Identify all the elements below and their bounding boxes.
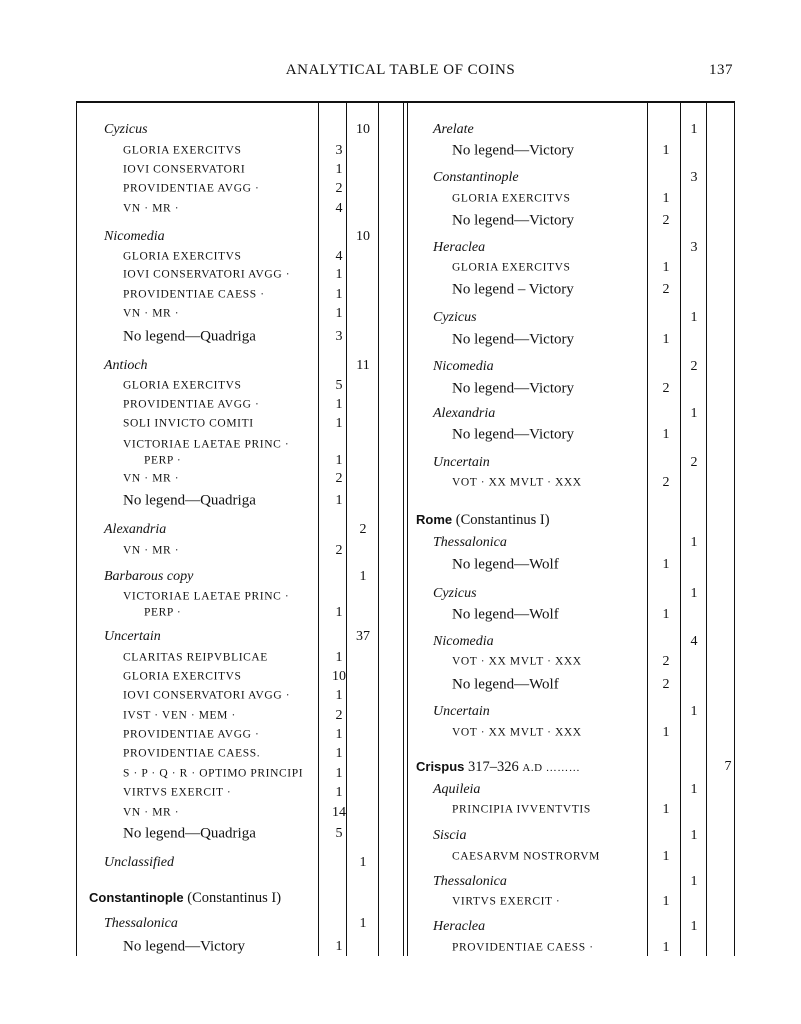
mint-total: 10 <box>356 122 370 137</box>
mint-name: Aquileia <box>433 782 481 797</box>
coin-count: 1 <box>335 453 343 468</box>
mint-total: 11 <box>356 358 370 373</box>
center-rule-a <box>403 101 404 956</box>
coin-legend: PROVIDENTIAE CAESS. <box>123 747 261 760</box>
coin-count: 2 <box>662 677 670 692</box>
coin-count: 2 <box>335 708 343 723</box>
coin-count: 1 <box>662 557 670 572</box>
coin-count: 1 <box>335 306 343 321</box>
coin-count: 1 <box>662 260 670 275</box>
coin-type: No legend—Wolf <box>452 676 559 693</box>
mint-total: 1 <box>359 855 367 870</box>
coin-legend: GLORIA EXERCITVS <box>123 670 242 683</box>
coin-count: 2 <box>662 475 670 490</box>
mint-total: 1 <box>359 569 367 584</box>
coin-legend: PROVIDENTIAE CAESS · <box>123 288 265 301</box>
coin-legend: CLARITAS REIPVBLICAE <box>123 651 268 664</box>
section-name: Rome <box>416 511 453 527</box>
coin-legend: PRINCIPIA IVVENTVTIS <box>452 803 591 816</box>
coin-type: No legend—Wolf <box>452 606 559 623</box>
coin-type: No legend—Quadriga <box>123 825 256 842</box>
coin-count: 1 <box>335 727 343 742</box>
coin-legend: VOT · XX MVLT · XXX <box>452 476 582 489</box>
coin-legend: PERP · <box>144 606 182 619</box>
right-edge-rule <box>706 101 707 956</box>
section-heading <box>416 513 550 528</box>
coin-legend: VN · MR · <box>123 307 180 320</box>
section-name: Constantinople <box>89 889 184 905</box>
coin-count: 1 <box>662 725 670 740</box>
mint-name: Arelate <box>433 122 474 137</box>
coin-legend: VN · MR · <box>123 806 180 819</box>
center-rule-b <box>407 101 408 956</box>
coin-count: 1 <box>335 766 343 781</box>
mint-name: Alexandria <box>104 522 167 537</box>
mint-name: Uncertain <box>104 629 161 644</box>
mint-name: Alexandria <box>433 406 496 421</box>
mint-total: 4 <box>690 634 698 649</box>
mint-name: Cyzicus <box>104 122 148 137</box>
table-top-rule <box>76 101 735 103</box>
mint-name: Uncertain <box>433 704 490 719</box>
coin-count: 1 <box>335 785 343 800</box>
mint-total: 1 <box>359 916 367 931</box>
right-total-rule <box>680 101 681 956</box>
coin-legend: VIRTVS EXERCIT · <box>123 786 232 799</box>
coin-count: 10 <box>332 669 346 684</box>
coin-count: 2 <box>335 543 343 558</box>
mint-total: 1 <box>690 704 698 719</box>
table-left-rule <box>76 101 77 956</box>
coin-count: 2 <box>335 181 343 196</box>
coin-count: 1 <box>662 849 670 864</box>
coin-legend: VICTORIAE LAETAE PRINC · <box>123 590 290 603</box>
coin-type: No legend—Quadriga <box>123 328 256 345</box>
coin-count: 1 <box>335 287 343 302</box>
coin-legend: VIRTVS EXERCIT · <box>452 895 561 908</box>
coin-count: 1 <box>335 650 343 665</box>
coin-legend: PROVIDENTIAE AVGG · <box>123 182 260 195</box>
coin-type: No legend—Victory <box>452 212 574 229</box>
coin-count: 1 <box>662 427 670 442</box>
coin-legend: VN · MR · <box>123 202 180 215</box>
page-title: ANALYTICAL TABLE OF COINS <box>285 62 516 78</box>
coin-count: 1 <box>335 397 343 412</box>
coin-legend: GLORIA EXERCITVS <box>123 379 242 392</box>
mint-total: 3 <box>690 240 698 255</box>
section-subtitle: (Constantinus I) <box>455 511 550 528</box>
page-number: 137 <box>709 62 733 78</box>
coin-legend: GLORIA EXERCITVS <box>123 250 242 263</box>
mint-total: 37 <box>356 629 370 644</box>
coin-legend: VOT · XX MVLT · XXX <box>452 655 582 668</box>
left-edge-rule <box>378 101 379 956</box>
coin-count: 1 <box>662 191 670 206</box>
coin-type: No legend—Quadriga <box>123 492 256 509</box>
coin-legend: GLORIA EXERCITVS <box>452 261 571 274</box>
mint-total: 1 <box>690 406 698 421</box>
coin-legend: IOVI CONSERVATORI <box>123 163 246 176</box>
coin-legend: PROVIDENTIAE CAESS · <box>452 941 594 954</box>
section-heading <box>416 760 580 775</box>
coin-legend: PROVIDENTIAE AVGG · <box>123 728 260 741</box>
coin-count: 1 <box>662 607 670 622</box>
coin-count: 1 <box>335 746 343 761</box>
mint-total: 2 <box>690 359 698 374</box>
mint-total: 1 <box>690 782 698 797</box>
mint-name: Unclassified <box>104 855 174 870</box>
coin-legend: SOLI INVICTO COMITI <box>123 417 254 430</box>
coin-count: 1 <box>662 143 670 158</box>
coin-count: 5 <box>335 378 343 393</box>
coin-count: 2 <box>662 381 670 396</box>
coin-legend: PROVIDENTIAE AVGG · <box>123 398 260 411</box>
coin-count: 1 <box>662 894 670 909</box>
coin-legend: PERP · <box>144 454 182 467</box>
section-subtitle: 317–326 <box>468 758 519 775</box>
grand-total: 7 <box>724 759 732 774</box>
mint-total: 1 <box>690 310 698 325</box>
coin-count: 4 <box>335 249 343 264</box>
mint-name: Barbarous copy <box>104 569 194 584</box>
mint-total: 1 <box>690 586 698 601</box>
mint-total: 10 <box>356 229 370 244</box>
mint-total: 1 <box>690 122 698 137</box>
table-right-rule <box>734 101 735 956</box>
mint-name: Cyzicus <box>433 586 477 601</box>
mint-total: 1 <box>690 919 698 934</box>
coin-count: 5 <box>335 826 343 841</box>
left-count-rule <box>318 101 319 956</box>
coin-type: No legend—Victory <box>452 331 574 348</box>
coin-type: No legend—Victory <box>452 142 574 159</box>
coin-legend: IOVI CONSERVATORI AVGG · <box>123 268 291 281</box>
mint-name: Uncertain <box>433 455 490 470</box>
coin-type: No legend – Victory <box>452 281 574 298</box>
section-subtitle: (Constantinus I) <box>187 889 282 906</box>
mint-name: Nicomedia <box>433 359 494 374</box>
coin-count: 2 <box>335 471 343 486</box>
mint-name: Antioch <box>104 358 148 373</box>
coin-type: No legend—Victory <box>452 426 574 443</box>
mint-total: 1 <box>690 828 698 843</box>
left-total-rule <box>346 101 347 956</box>
coin-count: 14 <box>332 805 346 820</box>
coin-legend: VICTORIAE LAETAE PRINC · <box>123 438 290 451</box>
mint-name: Nicomedia <box>433 634 494 649</box>
mint-total: 3 <box>690 170 698 185</box>
mint-total: 1 <box>690 874 698 889</box>
mint-name: Nicomedia <box>104 229 165 244</box>
right-count-rule <box>647 101 648 956</box>
coin-count: 2 <box>662 654 670 669</box>
coin-count: 4 <box>335 201 343 216</box>
mint-name: Cyzicus <box>433 310 477 325</box>
coin-legend: S · P · Q · R · OPTIMO PRINCIPI <box>123 767 304 780</box>
coin-count: 1 <box>335 605 343 620</box>
coin-type: No legend—Wolf <box>452 556 559 573</box>
coin-legend: GLORIA EXERCITVS <box>452 192 571 205</box>
coin-count: 3 <box>335 143 343 158</box>
section-heading <box>89 891 281 906</box>
coin-legend: VN · MR · <box>123 544 180 557</box>
coin-legend: VN · MR · <box>123 472 180 485</box>
coin-count: 1 <box>335 939 343 954</box>
mint-name: Heraclea <box>433 919 486 934</box>
coin-count: 3 <box>335 329 343 344</box>
section-name: Crispus <box>416 758 465 774</box>
coin-count: 1 <box>335 493 343 508</box>
mint-name: Thessalonica <box>433 535 507 550</box>
mint-name: Thessalonica <box>433 874 507 889</box>
coin-count: 1 <box>662 802 670 817</box>
mint-total: 2 <box>359 522 367 537</box>
coin-count: 1 <box>662 940 670 955</box>
mint-total: 2 <box>690 455 698 470</box>
coin-type: No legend—Victory <box>452 380 574 397</box>
section-era: A.D ……… <box>522 761 581 774</box>
coin-count: 1 <box>662 332 670 347</box>
coin-count: 2 <box>662 282 670 297</box>
coin-count: 1 <box>335 688 343 703</box>
coin-count: 2 <box>662 213 670 228</box>
coin-type: No legend—Victory <box>123 938 245 955</box>
mint-name: Constantinople <box>433 170 519 185</box>
coin-legend: IOVI CONSERVATORI AVGG · <box>123 689 291 702</box>
coin-count: 1 <box>335 162 343 177</box>
coin-count: 1 <box>335 416 343 431</box>
mint-name: Siscia <box>433 828 467 843</box>
coin-count: 1 <box>335 267 343 282</box>
mint-name: Thessalonica <box>104 916 178 931</box>
coin-legend: IVST · VEN · MEM · <box>123 709 236 722</box>
coin-legend: VOT · XX MVLT · XXX <box>452 726 582 739</box>
mint-name: Heraclea <box>433 240 486 255</box>
coin-legend: GLORIA EXERCITVS <box>123 144 242 157</box>
mint-total: 1 <box>690 535 698 550</box>
coin-legend: CAESARVM NOSTRORVM <box>452 850 600 863</box>
